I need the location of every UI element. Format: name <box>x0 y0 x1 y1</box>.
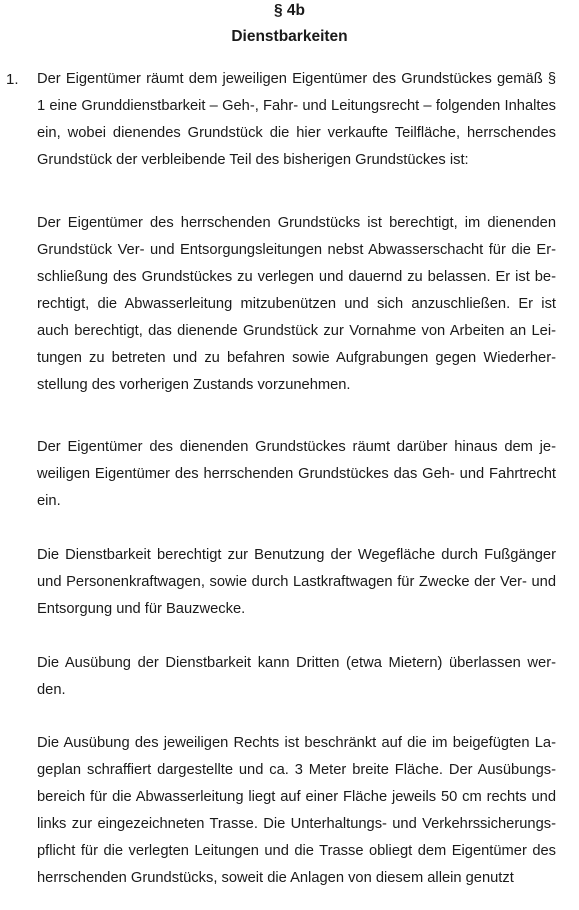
section-title: Dienstbarkeiten <box>231 28 348 45</box>
paragraph-right-of-way: Der Eigentümer des dienenden Grundstückes räumt darüber hinaus dem jeweiligen Eigentümer des herrschenden Grundstückes das Geh- und Fahrtrecht ein. <box>37 439 556 509</box>
section-number: § 4b <box>273 2 305 19</box>
paragraph-usage: Die Dienstbarkeit berechtigt zur Benutzung der Wegefläche durch Fußgänger und Personenkraftwagen, sowie durch Lastkraftwagen für Zwecke der Ver- und Entsorgung und für Bauzwecke. <box>37 547 556 617</box>
paragraph-utility-lines: Der Eigentümer des herrschenden Grundstücks ist berechtigt, im dienenden Grundstück Ver- und Entsorgungsleitungen nebst Abwasserschacht für die Erschließung des Grundstückes zu verlegen und dauernd zu belassen. Er ist berechtigt, die Abwasserleitung mitzubenützen und sich anzuschließen. Er ist auch berechtigt, das dienende Grundstück zur Vornahme von Arbeiten an Leitungen zu betreten und zu befahren sowie Aufgrabungen gegen Wiederherstellung des vorherigen Zustands vorzunehmen. <box>37 215 556 393</box>
paragraph-scope: Die Ausübung des jeweiligen Rechts ist beschränkt auf die im beigefügten Lageplan schraffiert dargestellte und ca. 3 Meter breite Fläche. Der Ausübungsbereich für die Abwasserleitung liegt auf einer Fläche jeweils 50 cm rechts und links zur eingezeichneten Trasse. Die Unterhaltungs- und Verkehrssicherungspflicht für die verlegten Leitungen und die Trasse obliegt dem Eigentümer des herrschenden Grundstücks, soweit die Anlagen von diesem allein genutzt <box>37 735 556 886</box>
paragraph-third-parties: Die Ausübung der Dienstbarkeit kann Dritten (etwa Mietern) überlassen werden. <box>37 655 556 698</box>
item-number: 1. <box>6 71 19 88</box>
paragraph-grant: Der Eigentümer räumt dem jeweiligen Eigentümer des Grundstückes gemäß § 1 eine Grunddienstbarkeit – Geh-, Fahr- und Leitungsrecht – folgenden Inhaltes ein, wobei dienendes Grundstück die hier verkaufte Teilfläche, herrschendes Grundstück der verbleibende Teil des bisherigen Grundstückes ist: <box>37 71 556 168</box>
